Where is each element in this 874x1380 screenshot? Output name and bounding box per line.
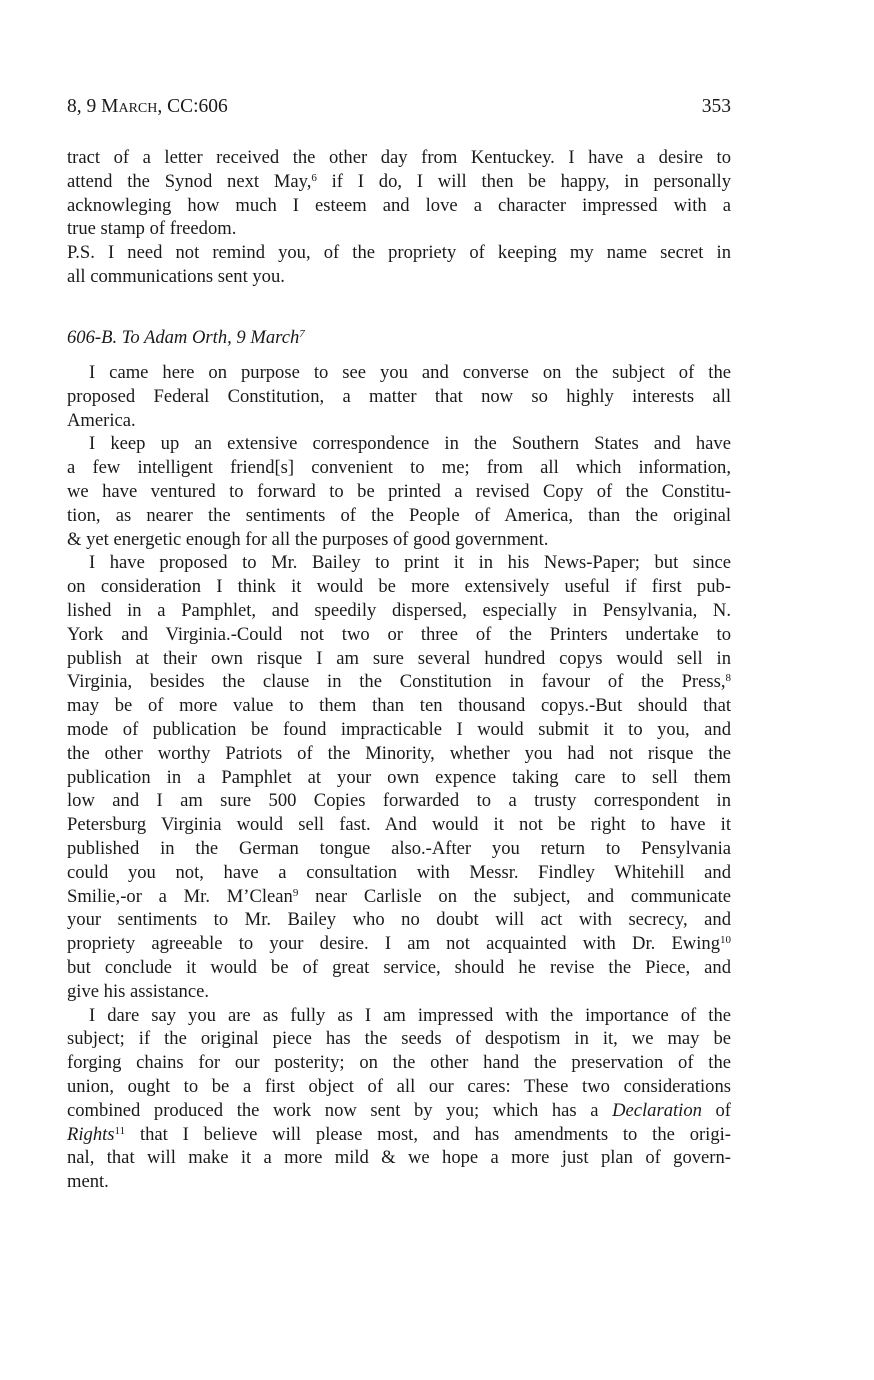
text-line: the other worthy Patriots of the Minority, whether you had not risque the — [67, 742, 731, 764]
text-line: but conclude it would be of great service, should he revise the Piece, and — [67, 956, 731, 978]
postscript-line: P.S. I need not remind you, of the propriety of keeping my name secret in — [67, 242, 731, 264]
text-line: lished in a Pamphlet, and speedily dispersed, especially in Pensylvania, N. — [67, 599, 731, 621]
postscript-line: all communications sent you. — [67, 265, 285, 287]
text-line: your sentiments to Mr. Bailey who no doubt will act with secrecy, and — [67, 909, 731, 931]
italic-term: Declaration — [612, 1099, 702, 1121]
letter-body — [67, 361, 731, 1194]
text-line: Petersburg Virginia would sell fast. And would it not be right to have it — [67, 814, 731, 836]
text-line: I keep up an extensive correspondence in the Southern States and have — [89, 433, 731, 455]
text-line: low and I am sure 500 Copies forwarded to a trusty correspondent in — [67, 790, 731, 812]
text-line: I have proposed to Mr. Bailey to print it in his News-Paper; but since — [89, 552, 731, 574]
text-line: Rights$^{11}$ that I believe will please most, and has amendments to the origi- — [67, 1123, 731, 1145]
text-line: publication in a Pamphlet at your own expence taking care to sell them — [67, 766, 731, 788]
text-line: Smilie,-or a Mr. M’Clean$^9$ near Carlisle on the subject, and communicate — [67, 885, 732, 907]
text-line: I came here on purpose to see you and converse on the subject of the — [89, 362, 731, 383]
footnote-ref: 10 — [720, 934, 731, 947]
footnote-ref: 6 — [311, 171, 317, 184]
section-heading: 606-B. To Adam Orth, 9 March$^7$ — [67, 327, 305, 348]
footnote-ref: 11 — [114, 1124, 126, 1137]
running-head — [67, 96, 731, 124]
footnote-ref: 8 — [725, 672, 731, 685]
running-head-date: 8, 9 March, CC:606 — [67, 96, 228, 117]
text-line: publish at their own risque I am sure several hundred copys would sell in — [67, 647, 731, 669]
text-line: subject; if the original piece has the seeds of despotism in it, we may be — [67, 1028, 731, 1050]
footnote-ref: 7 — [299, 328, 305, 340]
text-line: mode of publication be found impracticable I would submit it to you, and — [67, 718, 731, 740]
footnote-ref: 9 — [292, 886, 299, 899]
text-line: on consideration I think it would be more extensively useful if first pub- — [67, 576, 731, 598]
text-line: nal, that will make it a more mild & we hope a more just plan of govern- — [67, 1147, 731, 1169]
page-number: 353 — [701, 96, 731, 117]
text-line: Virginia, besides the clause in the Constitution in favour of the Press,$^8$ — [67, 671, 731, 693]
text-line: combined produced the work now sent by you; which has a Declaration of — [67, 1099, 732, 1121]
text-line: ment. — [67, 1171, 109, 1193]
text-line: published in the German tongue also.-After you return to Pensylvania — [67, 837, 731, 859]
text-line: could you not, have a consultation with Messr. Findley Whitehill and — [67, 861, 731, 883]
italic-term: Rights — [67, 1123, 115, 1145]
text-line: proposed Federal Constitution, a matter that now so highly interests all — [67, 385, 731, 407]
text-line: tract of a letter received the other day from Kentuckey. I have a desire to — [67, 147, 731, 168]
text-line: true stamp of freedom. — [67, 218, 237, 240]
top-paragraph — [67, 146, 731, 289]
text-line: & yet energetic enough for all the purposes of good government. — [67, 528, 549, 550]
text-line: give his assistance. — [67, 980, 210, 1002]
text-line: may be of more value to them than ten thousand copys.-But should that — [67, 695, 731, 717]
text-line: tion, as nearer the sentiments of the People of America, than the original — [67, 504, 731, 526]
text-line: America. — [67, 409, 136, 431]
text-line: attend the Synod next May,$^6$ if I do, I will then be happy, in personally — [67, 170, 731, 192]
text-line: propriety agreeable to your desire. I am not acquainted with Dr. Ewing$^{10}$ — [67, 933, 731, 955]
text-line: I dare say you are as fully as I am impressed with the importance of the — [89, 1004, 731, 1026]
text-line: union, ought to be a first object of all our cares: These two considerations — [67, 1075, 731, 1097]
text-line: we have ventured to forward to be printed a revised Copy of the Constitu- — [67, 480, 731, 502]
text-line: forging chains for our posterity; on the other hand the preservation of the — [67, 1052, 731, 1074]
text-line: a few intelligent friend[s] convenient to me; from all which information, — [67, 457, 731, 479]
text-line: acknowleging how much I esteem and love a character impressed with a — [67, 194, 731, 216]
text-line: York and Virginia.-Could not two or three of the Printers undertake to — [67, 623, 731, 645]
